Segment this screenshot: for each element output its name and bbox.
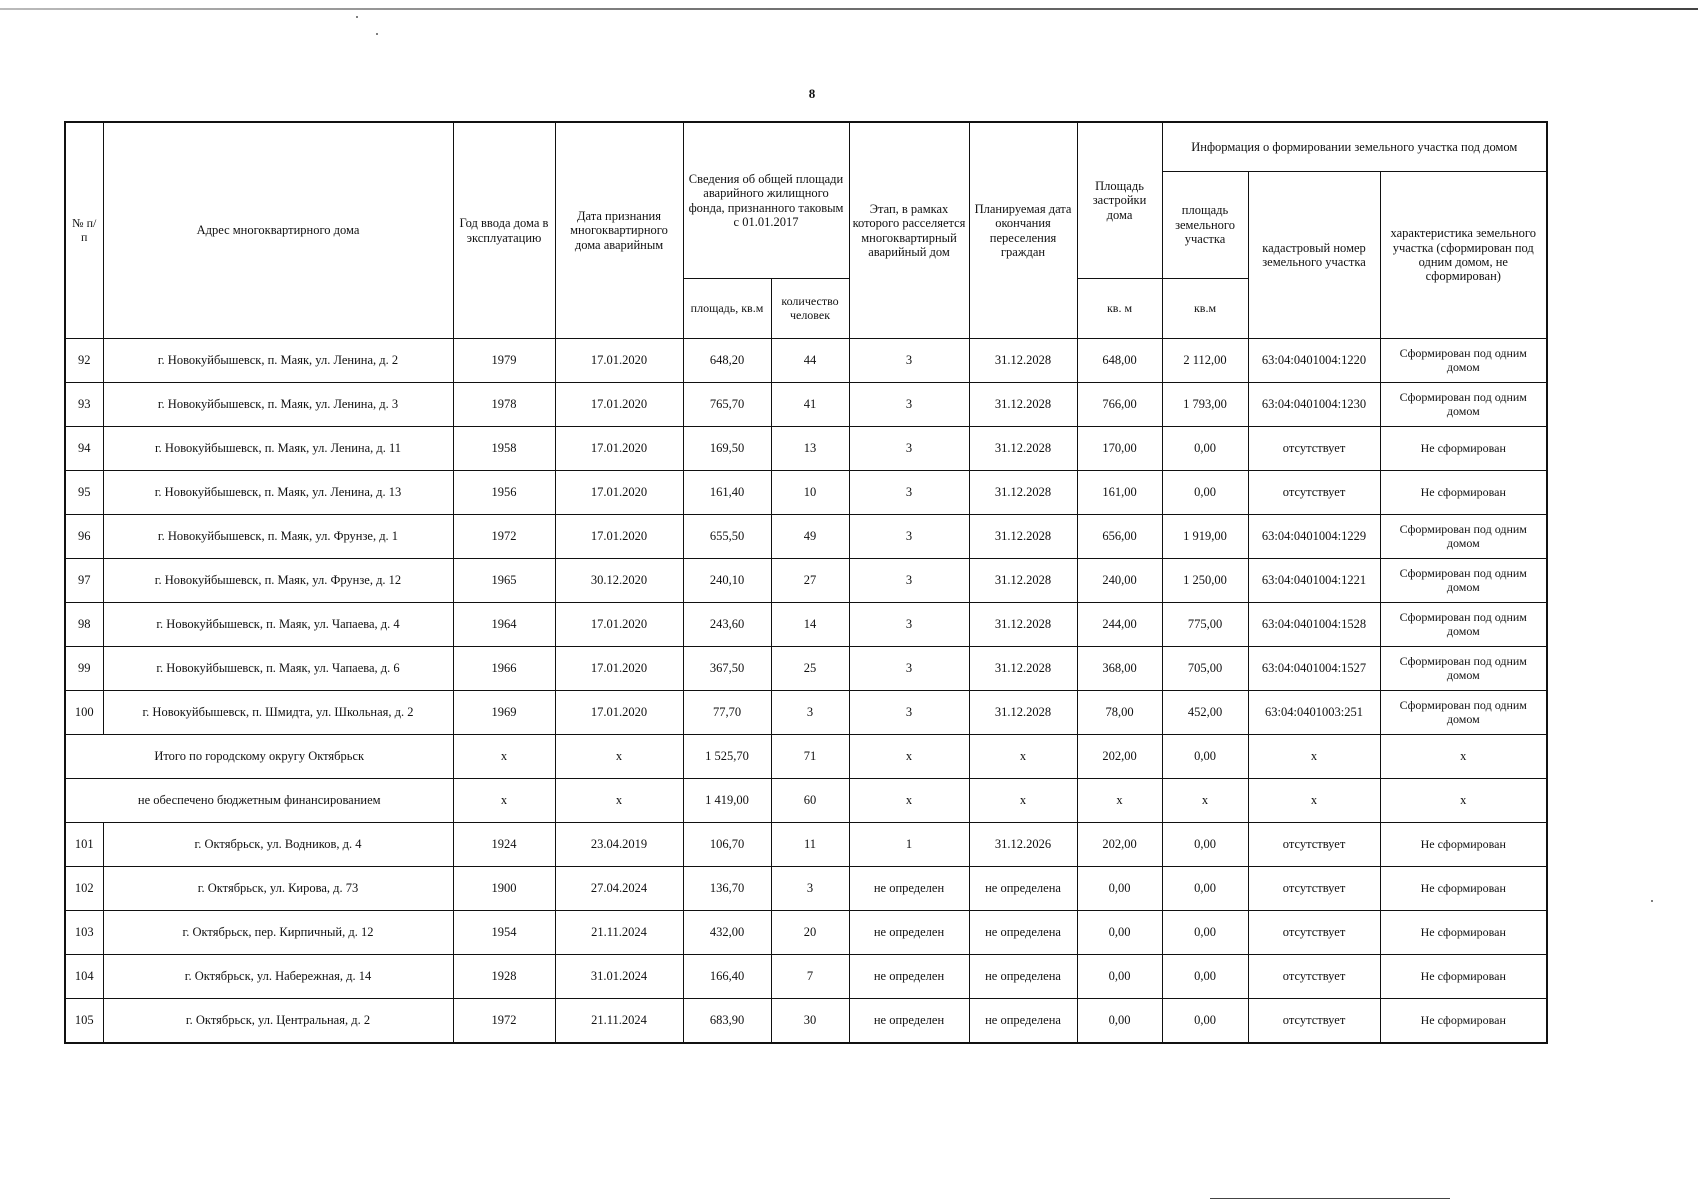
row-stage: не определен (849, 867, 969, 911)
row-year: 1954 (453, 911, 555, 955)
row-year: 1964 (453, 603, 555, 647)
row-stage: 3 (849, 603, 969, 647)
row-land-area: 0,00 (1162, 955, 1248, 999)
row-year: 1972 (453, 515, 555, 559)
row-people: 20 (771, 911, 849, 955)
row-cadastral: отсутствует (1248, 911, 1380, 955)
row-characteristic: Сформирован под одним домом (1380, 383, 1547, 427)
row-address: г. Новокуйбышевск, п. Маяк, ул. Чапаева, д. 4 (103, 603, 453, 647)
table-row (65, 383, 1547, 427)
header-stage: Этап, в рамках которого расселяется многоквартирный аварийный дом (849, 122, 969, 339)
row-land-area: 2 112,00 (1162, 339, 1248, 383)
row-area: 161,40 (683, 471, 771, 515)
row-building-area: 656,00 (1077, 515, 1162, 559)
row-address: г. Новокуйбышевск, п. Маяк, ул. Ленина, д. 2 (103, 339, 453, 383)
subtotal-stage: x (849, 779, 969, 823)
subtotal-planned: x (969, 779, 1077, 823)
row-people: 3 (771, 691, 849, 735)
row-year: 1972 (453, 999, 555, 1044)
row-address: г. Октябрьск, ул. Водников, д. 4 (103, 823, 453, 867)
row-year: 1958 (453, 427, 555, 471)
row-year: 1924 (453, 823, 555, 867)
row-number: 99 (65, 647, 103, 691)
row-number: 92 (65, 339, 103, 383)
row-area: 106,70 (683, 823, 771, 867)
row-building-area: 766,00 (1077, 383, 1162, 427)
row-building-area: 202,00 (1077, 823, 1162, 867)
row-address: г. Новокуйбышевск, п. Шмидта, ул. Школьная, д. 2 (103, 691, 453, 735)
row-building-area: 0,00 (1077, 999, 1162, 1044)
row-recognition-date: 17.01.2020 (555, 383, 683, 427)
row-stage: 3 (849, 691, 969, 735)
row-people: 27 (771, 559, 849, 603)
row-stage: 3 (849, 647, 969, 691)
row-planned-date: 31.12.2026 (969, 823, 1077, 867)
row-number: 94 (65, 427, 103, 471)
subtotal-land-area: x (1162, 779, 1248, 823)
row-area: 166,40 (683, 955, 771, 999)
row-characteristic: Не сформирован (1380, 471, 1547, 515)
row-land-area: 0,00 (1162, 823, 1248, 867)
row-characteristic: Не сформирован (1380, 427, 1547, 471)
header-number: № п/п (65, 122, 103, 339)
row-year: 1969 (453, 691, 555, 735)
header-people: количество человек (771, 279, 849, 339)
row-year: 1900 (453, 867, 555, 911)
subtotal-characteristic: x (1380, 735, 1547, 779)
row-area: 683,90 (683, 999, 771, 1044)
row-planned-date: 31.12.2028 (969, 471, 1077, 515)
header-address: Адрес многоквартирного дома (103, 122, 453, 339)
row-recognition-date: 21.11.2024 (555, 999, 683, 1044)
row-characteristic: Не сформирован (1380, 867, 1547, 911)
row-address: г. Новокуйбышевск, п. Маяк, ул. Ленина, д. 11 (103, 427, 453, 471)
row-address: г. Новокуйбышевск, п. Маяк, ул. Фрунзе, д. 1 (103, 515, 453, 559)
table-row (65, 955, 1547, 999)
subtotal-building-area: 202,00 (1077, 735, 1162, 779)
row-people: 13 (771, 427, 849, 471)
row-stage: 3 (849, 383, 969, 427)
row-planned-date: 31.12.2028 (969, 559, 1077, 603)
row-building-area: 78,00 (1077, 691, 1162, 735)
table-row (65, 471, 1547, 515)
row-address: г. Октябрьск, ул. Кирова, д. 73 (103, 867, 453, 911)
row-year: 1978 (453, 383, 555, 427)
row-recognition-date: 27.04.2024 (555, 867, 683, 911)
row-cadastral: 63:04:0401004:1220 (1248, 339, 1380, 383)
rows-group-a (65, 339, 1547, 735)
row-year: 1928 (453, 955, 555, 999)
row-land-area: 0,00 (1162, 999, 1248, 1044)
row-address: г. Новокуйбышевск, п. Маяк, ул. Ленина, д. 3 (103, 383, 453, 427)
row-number: 95 (65, 471, 103, 515)
row-land-area: 0,00 (1162, 427, 1248, 471)
subtotal-label: Итого по городскому округу Октябрьск (65, 735, 453, 779)
header-characteristic: характеристика земельного участка (сформирован под одним домом, не сформирован) (1380, 172, 1547, 339)
row-cadastral: 63:04:0401004:1221 (1248, 559, 1380, 603)
row-characteristic: Сформирован под одним домом (1380, 603, 1547, 647)
row-cadastral: 63:04:0401004:1229 (1248, 515, 1380, 559)
row-address: г. Октябрьск, ул. Центральная, д. 2 (103, 999, 453, 1044)
row-planned-date: не определена (969, 955, 1077, 999)
row-number: 102 (65, 867, 103, 911)
header-area: площадь, кв.м (683, 279, 771, 339)
row-number: 100 (65, 691, 103, 735)
row-people: 49 (771, 515, 849, 559)
table-row (65, 867, 1547, 911)
row-characteristic: Не сформирован (1380, 955, 1547, 999)
row-land-area: 0,00 (1162, 471, 1248, 515)
row-area: 169,50 (683, 427, 771, 471)
row-stage: не определен (849, 955, 969, 999)
scan-speck (1651, 900, 1653, 902)
row-number: 105 (65, 999, 103, 1044)
row-address: г. Новокуйбышевск, п. Маяк, ул. Фрунзе, д. 12 (103, 559, 453, 603)
row-stage: не определен (849, 911, 969, 955)
row-building-area: 244,00 (1077, 603, 1162, 647)
subtotal-planned: x (969, 735, 1077, 779)
scan-edge-line-bottom (1210, 1198, 1450, 1199)
header-land-info: Информация о формировании земельного участка под домом (1162, 122, 1547, 172)
row-area: 240,10 (683, 559, 771, 603)
row-area: 432,00 (683, 911, 771, 955)
table-row (65, 999, 1547, 1044)
table-row (65, 823, 1547, 867)
row-people: 44 (771, 339, 849, 383)
row-cadastral: 63:04:0401004:1528 (1248, 603, 1380, 647)
table-row (65, 603, 1547, 647)
row-land-area: 1 793,00 (1162, 383, 1248, 427)
row-cadastral: отсутствует (1248, 867, 1380, 911)
row-characteristic: Сформирован под одним домом (1380, 515, 1547, 559)
row-people: 10 (771, 471, 849, 515)
row-number: 96 (65, 515, 103, 559)
subtotal-area: 1 525,70 (683, 735, 771, 779)
row-characteristic: Сформирован под одним домом (1380, 647, 1547, 691)
row-recognition-date: 17.01.2020 (555, 427, 683, 471)
row-characteristic: Не сформирован (1380, 823, 1547, 867)
row-people: 11 (771, 823, 849, 867)
row-planned-date: 31.12.2028 (969, 383, 1077, 427)
row-year: 1979 (453, 339, 555, 383)
row-stage: 3 (849, 559, 969, 603)
row-building-area: 0,00 (1077, 955, 1162, 999)
subtotal-building-area: x (1077, 779, 1162, 823)
subtotal-cadastral: x (1248, 735, 1380, 779)
scan-speck (356, 16, 358, 18)
row-characteristic: Не сформирован (1380, 999, 1547, 1044)
row-characteristic: Не сформирован (1380, 911, 1547, 955)
row-stage: 3 (849, 427, 969, 471)
row-area: 367,50 (683, 647, 771, 691)
row-cadastral: отсутствует (1248, 427, 1380, 471)
row-planned-date: не определена (969, 911, 1077, 955)
row-planned-date: не определена (969, 867, 1077, 911)
row-land-area: 705,00 (1162, 647, 1248, 691)
row-people: 30 (771, 999, 849, 1044)
header-building-area: Площадь застройки дома (1077, 122, 1162, 279)
row-recognition-date: 30.12.2020 (555, 559, 683, 603)
row-people: 3 (771, 867, 849, 911)
row-people: 7 (771, 955, 849, 999)
row-cadastral: отсутствует (1248, 471, 1380, 515)
row-recognition-date: 17.01.2020 (555, 339, 683, 383)
row-planned-date: 31.12.2028 (969, 427, 1077, 471)
page-number: 8 (808, 86, 816, 101)
row-recognition-date: 17.01.2020 (555, 471, 683, 515)
table-row (65, 515, 1547, 559)
subtotal-area: 1 419,00 (683, 779, 771, 823)
row-recognition-date: 31.01.2024 (555, 955, 683, 999)
row-area: 136,70 (683, 867, 771, 911)
row-address: г. Октябрьск, пер. Кирпичный, д. 12 (103, 911, 453, 955)
row-year: 1965 (453, 559, 555, 603)
row-building-area: 170,00 (1077, 427, 1162, 471)
row-land-area: 1 250,00 (1162, 559, 1248, 603)
emergency-housing-table (64, 121, 1548, 1044)
table-row (65, 339, 1547, 383)
row-land-area: 452,00 (1162, 691, 1248, 735)
row-number: 101 (65, 823, 103, 867)
row-building-area: 0,00 (1077, 867, 1162, 911)
row-building-area: 648,00 (1077, 339, 1162, 383)
subtotal-row (65, 779, 1547, 823)
row-characteristic: Сформирован под одним домом (1380, 339, 1547, 383)
table-row (65, 911, 1547, 955)
subtotal-date: x (555, 779, 683, 823)
row-address: г. Новокуйбышевск, п. Маяк, ул. Чапаева, д. 6 (103, 647, 453, 691)
row-recognition-date: 21.11.2024 (555, 911, 683, 955)
table-row (65, 559, 1547, 603)
row-characteristic: Сформирован под одним домом (1380, 691, 1547, 735)
row-land-area: 1 919,00 (1162, 515, 1248, 559)
row-recognition-date: 17.01.2020 (555, 603, 683, 647)
row-people: 14 (771, 603, 849, 647)
row-address: г. Новокуйбышевск, п. Маяк, ул. Ленина, д. 13 (103, 471, 453, 515)
row-recognition-date: 17.01.2020 (555, 647, 683, 691)
scan-speck (376, 33, 378, 35)
row-land-area: 775,00 (1162, 603, 1248, 647)
subtotal-year: x (453, 735, 555, 779)
row-cadastral: отсутствует (1248, 999, 1380, 1044)
header-cadastral: кадастровый номер земельного участка (1248, 172, 1380, 339)
row-number: 93 (65, 383, 103, 427)
row-cadastral: отсутствует (1248, 955, 1380, 999)
row-stage: не определен (849, 999, 969, 1044)
row-cadastral: 63:04:0401004:1230 (1248, 383, 1380, 427)
row-number: 98 (65, 603, 103, 647)
row-area: 243,60 (683, 603, 771, 647)
subtotal-row (65, 735, 1547, 779)
header-land-area: площадь земельного участка (1162, 172, 1248, 279)
row-stage: 3 (849, 471, 969, 515)
header-land-area-unit: кв.м (1162, 279, 1248, 339)
row-number: 103 (65, 911, 103, 955)
subtotal-year: x (453, 779, 555, 823)
table-row (65, 691, 1547, 735)
row-planned-date: 31.12.2028 (969, 603, 1077, 647)
header-recognition-date: Дата признания многоквартирного дома аварийным (555, 122, 683, 339)
row-land-area: 0,00 (1162, 911, 1248, 955)
row-building-area: 368,00 (1077, 647, 1162, 691)
row-area: 77,70 (683, 691, 771, 735)
row-planned-date: не определена (969, 999, 1077, 1044)
row-building-area: 161,00 (1077, 471, 1162, 515)
row-planned-date: 31.12.2028 (969, 339, 1077, 383)
row-cadastral: 63:04:0401004:1527 (1248, 647, 1380, 691)
subtotal-date: x (555, 735, 683, 779)
row-building-area: 240,00 (1077, 559, 1162, 603)
table-row (65, 427, 1547, 471)
row-number: 104 (65, 955, 103, 999)
row-stage: 3 (849, 515, 969, 559)
subtotal-land-area: 0,00 (1162, 735, 1248, 779)
row-planned-date: 31.12.2028 (969, 515, 1077, 559)
row-people: 25 (771, 647, 849, 691)
subtotal-characteristic: x (1380, 779, 1547, 823)
row-year: 1956 (453, 471, 555, 515)
table-row (65, 647, 1547, 691)
row-stage: 3 (849, 339, 969, 383)
header-building-area-unit: кв. м (1077, 279, 1162, 339)
row-address: г. Октябрьск, ул. Набережная, д. 14 (103, 955, 453, 999)
subtotal-stage: x (849, 735, 969, 779)
row-recognition-date: 17.01.2020 (555, 515, 683, 559)
row-planned-date: 31.12.2028 (969, 691, 1077, 735)
row-recognition-date: 17.01.2020 (555, 691, 683, 735)
subtotal-label: не обеспечено бюджетным финансированием (65, 779, 453, 823)
subtotal-rows (65, 735, 1547, 823)
row-cadastral: отсутствует (1248, 823, 1380, 867)
row-area: 655,50 (683, 515, 771, 559)
row-area: 765,70 (683, 383, 771, 427)
subtotal-people: 60 (771, 779, 849, 823)
row-building-area: 0,00 (1077, 911, 1162, 955)
row-people: 41 (771, 383, 849, 427)
row-area: 648,20 (683, 339, 771, 383)
row-land-area: 0,00 (1162, 867, 1248, 911)
row-recognition-date: 23.04.2019 (555, 823, 683, 867)
header-area-info: Сведения об общей площади аварийного жилищного фонда, признанного таковым с 01.01.2017 (683, 122, 849, 279)
row-characteristic: Сформирован под одним домом (1380, 559, 1547, 603)
rows-group-b (65, 823, 1547, 1044)
header-planned-date: Планируемая дата окончания переселения граждан (969, 122, 1077, 339)
row-year: 1966 (453, 647, 555, 691)
scan-edge-line (0, 8, 1698, 10)
header-year: Год ввода дома в эксплуатацию (453, 122, 555, 339)
row-planned-date: 31.12.2028 (969, 647, 1077, 691)
row-stage: 1 (849, 823, 969, 867)
subtotal-people: 71 (771, 735, 849, 779)
subtotal-cadastral: x (1248, 779, 1380, 823)
row-cadastral: 63:04:0401003:251 (1248, 691, 1380, 735)
row-number: 97 (65, 559, 103, 603)
